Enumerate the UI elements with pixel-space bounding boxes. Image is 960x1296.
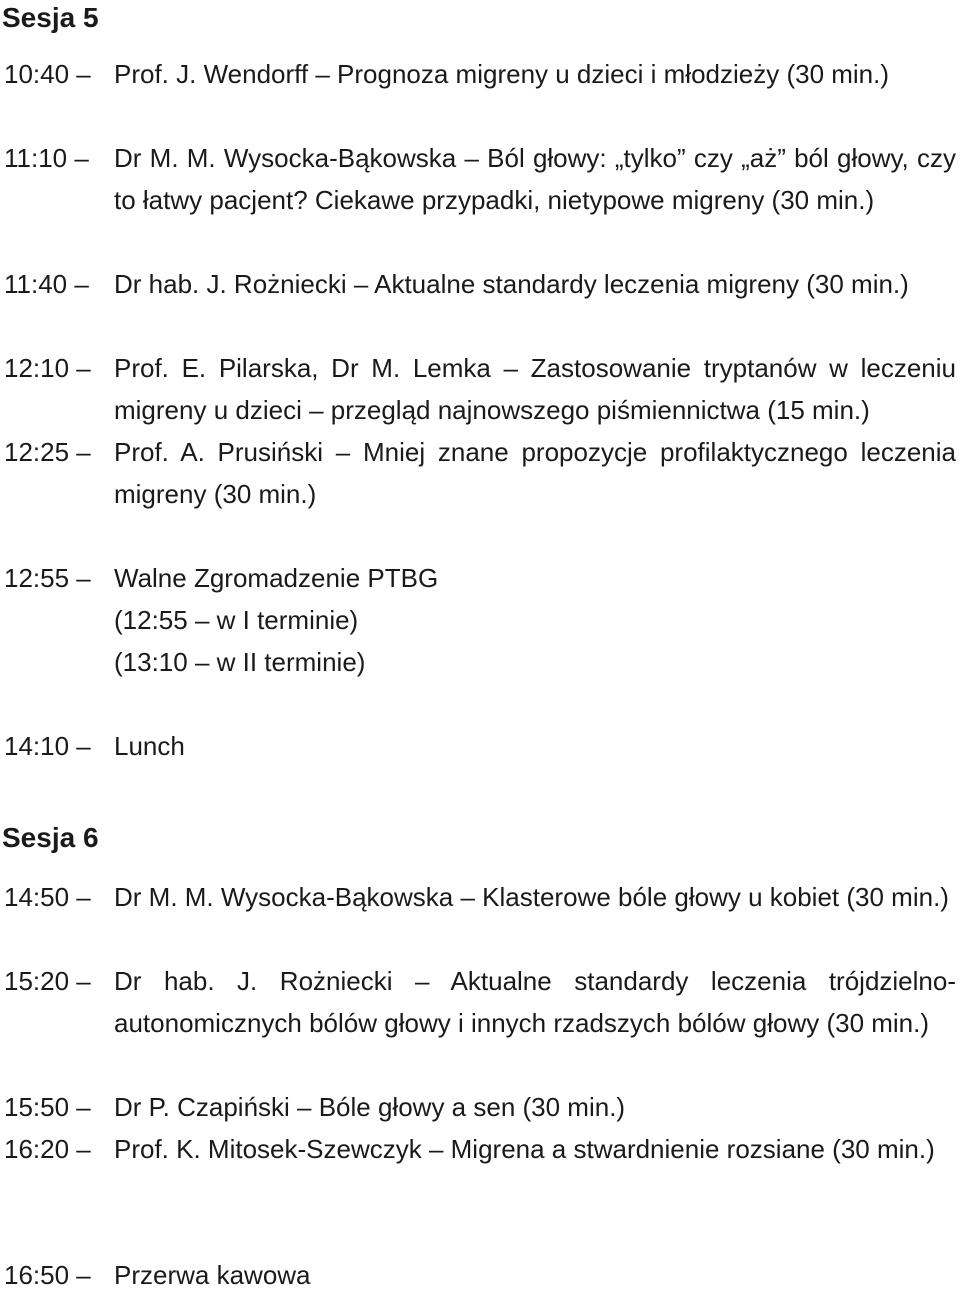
entry-time: 11:10 – bbox=[4, 143, 89, 173]
entry-time: 12:25 – bbox=[4, 437, 91, 467]
program-entry bbox=[4, 1128, 956, 1170]
entry-text: Prof. E. Pilarska, Dr M. Lemka – Zastosowanie tryptanów w leczeniu migreny u dzieci – przegląd najnowszego piśmiennictwa (15 min.) bbox=[114, 353, 956, 425]
entry-time: 14:10 – bbox=[4, 731, 91, 761]
entry-text: Dr M. M. Wysocka-Bąkowska – Ból głowy: „tylko” czy „aż” ból głowy, czy to łatwy pacjent? Ciekawe przypadki, nietypowe migreny (30 min.) bbox=[114, 143, 956, 215]
entry-time: 10:40 – bbox=[4, 59, 91, 89]
entry-text: Przerwa kawowa bbox=[114, 1260, 311, 1290]
entry-time: 15:20 – bbox=[4, 966, 91, 996]
program-entry bbox=[4, 263, 956, 305]
entry-text: Dr hab. J. Rożniecki – Aktualne standardy leczenia trójdzielno-autonomicznych bólów głowy i innych rzadszych bólów głowy (30 min.) bbox=[114, 966, 956, 1038]
entry-time: 15:50 – bbox=[4, 1092, 91, 1122]
program-entry bbox=[4, 876, 956, 918]
assembly-first-term: (12:55 – w I terminie) bbox=[114, 605, 359, 635]
entry-time: 16:20 – bbox=[4, 1134, 91, 1164]
coffee-break-entry bbox=[4, 1254, 956, 1296]
entry-text: Prof. K. Mitosek-Szewczyk – Migrena a stwardnienie rozsiane (30 min.) bbox=[114, 1134, 935, 1164]
lunch-entry bbox=[4, 725, 956, 767]
entry-text: Dr M. M. Wysocka-Bąkowska – Klasterowe bóle głowy u kobiet (30 min.) bbox=[114, 882, 949, 912]
program-entry bbox=[4, 1086, 956, 1128]
entry-time: 12:10 – bbox=[4, 353, 91, 383]
entry-time: 14:50 – bbox=[4, 882, 91, 912]
program-entry bbox=[4, 960, 956, 1044]
entry-time: 11:40 – bbox=[4, 269, 89, 299]
program-entry bbox=[4, 431, 956, 515]
assembly-second-term: (13:10 – w II terminie) bbox=[114, 647, 366, 677]
entry-text: Prof. A. Prusiński – Mniej znane propozycje profilaktycznego leczenia migreny (30 min.) bbox=[114, 437, 956, 509]
entry-text: Prof. J. Wendorff – Prognoza migreny u dzieci i młodzieży (30 min.) bbox=[114, 59, 890, 89]
program-entry bbox=[4, 347, 956, 431]
entry-text: Dr hab. J. Rożniecki – Aktualne standardy leczenia migreny (30 min.) bbox=[114, 269, 909, 299]
entry-time: 16:50 – bbox=[4, 1260, 91, 1290]
session-5-heading: Sesja 5 bbox=[2, 2, 99, 33]
assembly-title: Walne Zgromadzenie PTBG bbox=[114, 563, 439, 593]
session-6-heading: Sesja 6 bbox=[2, 822, 99, 853]
entry-text: Dr P. Czapiński – Bóle głowy a sen (30 min.) bbox=[114, 1092, 626, 1122]
entry-text: Lunch bbox=[114, 731, 185, 761]
program-entry bbox=[4, 137, 956, 221]
program-entry bbox=[4, 53, 956, 95]
general-assembly-entry bbox=[4, 557, 956, 683]
entry-time: 12:55 – bbox=[4, 563, 91, 593]
